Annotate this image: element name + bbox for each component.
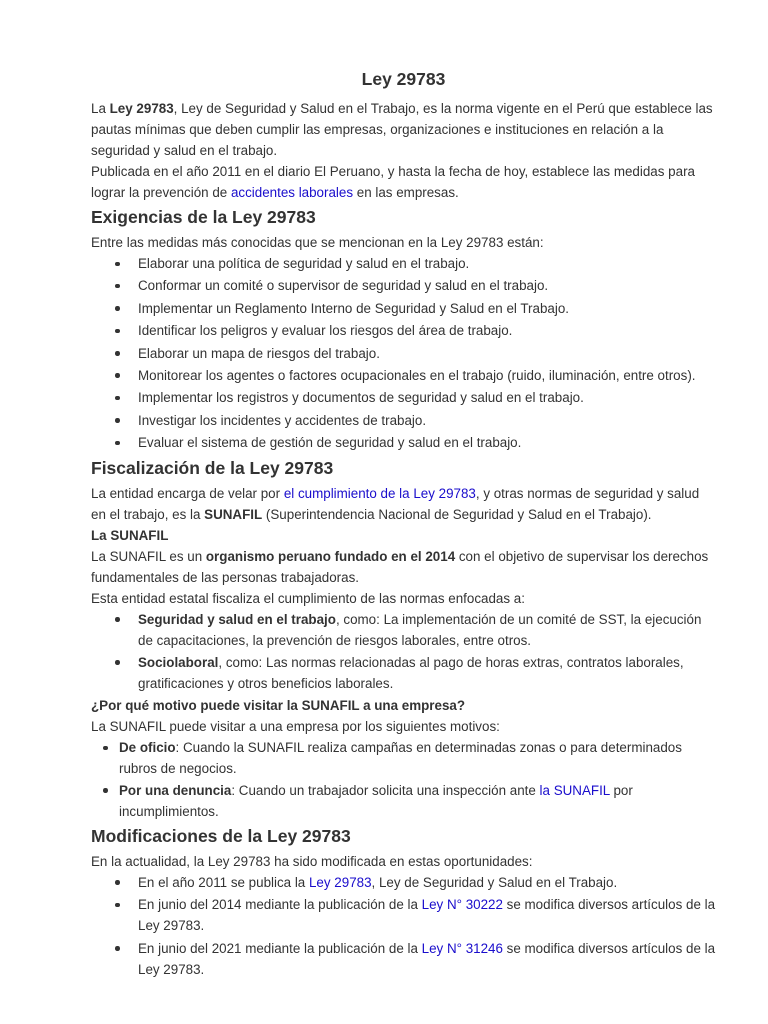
link-ley-29783[interactable]: Ley 29783: [308, 874, 372, 890]
page-title: Ley 29783: [361, 69, 446, 89]
list-item: De oficio: Cuando la SUNAFIL realiza campañas en determinadas zonas o para determinados rubros de negocios.: [91, 737, 716, 779]
list-item: En junio del 2021 mediante la publicación de la Ley N° 31246 se modifica diversos artículos de la Ley 29783.: [91, 938, 716, 980]
list-item: Identificar los peligros y evaluar los riesgos del área de trabajo.: [91, 320, 716, 341]
list-item: En el año 2011 se publica la Ley 29783, Ley de Seguridad y Salud en el Trabajo.: [91, 872, 716, 893]
intro-paragraph-2: Publicada en el año 2011 en el diario El Peruano, y hasta la fecha de hoy, establece las medidas para lograr la prevención de accidentes laborales en las empresas.: [91, 164, 695, 200]
heading-modificaciones: Modificaciones de la Ley 29783: [91, 825, 351, 846]
intro-paragraph-1: La Ley 29783, Ley de Seguridad y Salud en el Trabajo, es la norma vigente en el Perú que establece las pautas mínimas que deben cumplir las empresas, organizaciones e instituciones en relación a la seguridad y salud en el trabajo.: [91, 101, 713, 158]
link-la-sunafil[interactable]: la SUNAFIL: [539, 782, 610, 798]
link-ley-31246[interactable]: Ley N° 31246: [421, 940, 503, 956]
list-item: Investigar los incidentes y accidentes de trabajo.: [91, 410, 716, 431]
subheading-motivo: ¿Por qué motivo puede visitar la SUNAFIL a una empresa?: [91, 698, 466, 714]
subheading-sunafil: La SUNAFIL: [91, 527, 169, 543]
exigencias-list: [91, 253, 716, 453]
link-ley-30222[interactable]: Ley N° 30222: [421, 897, 503, 913]
link-accidentes-laborales[interactable]: accidentes laborales: [230, 185, 354, 200]
exigencias-lead: Entre las medidas más conocidas que se mencionan en la Ley 29783 están:: [91, 235, 544, 250]
fiscalizacion-paragraph-3: Esta entidad estatal fiscaliza el cumplimiento de las normas enfocadas a:: [91, 590, 525, 606]
list-item: Implementar un Reglamento Interno de Seguridad y Salud en el Trabajo.: [91, 298, 716, 319]
list-item: Conformar un comité o supervisor de seguridad y salud en el trabajo.: [91, 275, 716, 296]
heading-exigencias: Exigencias de la Ley 29783: [91, 207, 316, 227]
list-item: Por una denuncia: Cuando un trabajador solicita una inspección ante la SUNAFIL por incumplimientos.: [91, 780, 716, 822]
link-cumplimiento-ley[interactable]: el cumplimiento de la Ley 29783: [283, 485, 476, 501]
motivos-list: [91, 737, 716, 822]
heading-fiscalizacion: Fiscalización de la Ley 29783: [91, 457, 334, 478]
list-item: Evaluar el sistema de gestión de seguridad y salud en el trabajo.: [91, 432, 716, 453]
list-item: Seguridad y salud en el trabajo, como: La implementación de un comité de SST, la ejecución de capacitaciones, la prevención de riesgos laborales, entre otros.: [91, 609, 716, 651]
list-item: Elaborar un mapa de riesgos del trabajo.: [91, 343, 716, 364]
list-item: Elaborar una política de seguridad y salud en el trabajo.: [91, 253, 716, 274]
list-item: Implementar los registros y documentos de seguridad y salud en el trabajo.: [91, 387, 716, 408]
list-item: Monitorear los agentes o factores ocupacionales en el trabajo (ruido, iluminación, entre otros).: [91, 365, 716, 386]
focus-list: [91, 609, 716, 694]
modificaciones-list: [91, 872, 716, 980]
modificaciones-lead: En la actualidad, la Ley 29783 ha sido modificada en estas oportunidades:: [91, 853, 533, 869]
list-item: Sociolaboral, como: Las normas relacionadas al pago de horas extras, contratos laborales, gratificaciones y otros beneficios laborales.: [91, 652, 716, 694]
list-item: En junio del 2014 mediante la publicación de la Ley N° 30222 se modifica diversos artículos de la Ley 29783.: [91, 894, 716, 936]
fiscalizacion-paragraph-2: La SUNAFIL es un organismo peruano fundado en el 2014 con el objetivo de supervisar los derechos fundamentales de las personas trabajadoras.: [91, 548, 709, 585]
fiscalizacion-paragraph-4: La SUNAFIL puede visitar a una empresa por los siguientes motivos:: [91, 719, 500, 735]
fiscalizacion-paragraph-1: La entidad encarga de velar por el cumplimiento de la Ley 29783, y otras normas de seguridad y salud en el trabajo, es la SUNAFIL (Superintendencia Nacional de Seguridad y Salud en el Trabajo).: [91, 485, 700, 522]
